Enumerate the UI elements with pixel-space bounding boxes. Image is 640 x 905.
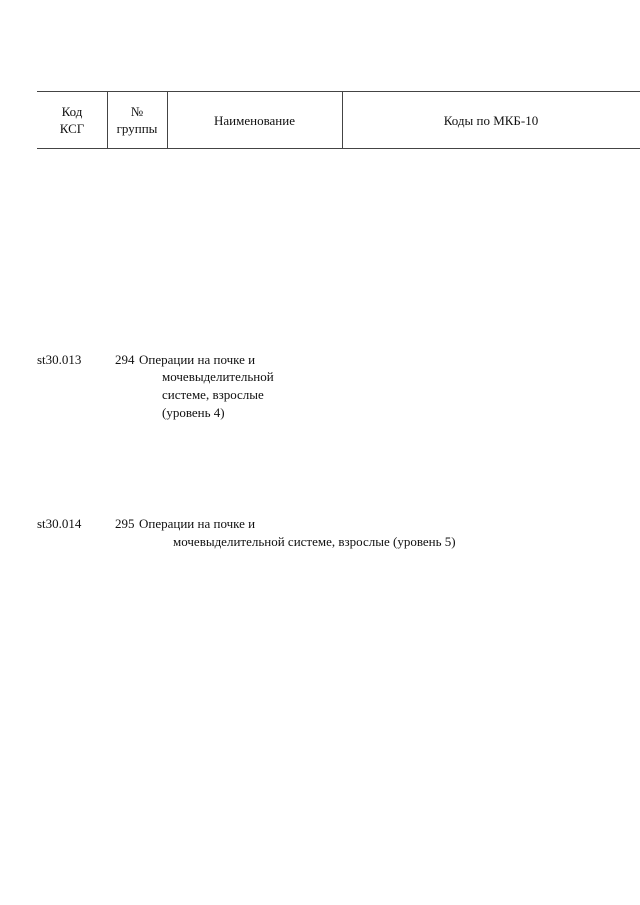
header-group-number [107,103,167,137]
row-1-name-line-4: (уровень 4) [162,405,225,420]
row-1-name-line-2: мочевыделительной [162,369,274,384]
row-2-name-line-2: мочевыделительной системе, взрослые (уровень 5) [173,534,456,549]
row-1-name-line-3: системе, взрослые [162,387,264,402]
header-group-number-line1: № [130,104,144,119]
header-top-rule [37,91,640,92]
header-ksg-code [37,103,107,137]
header-group-number-line2: группы [116,121,158,136]
header-name: Наименование [214,113,295,128]
header-ksg-code-line2: КСГ [59,121,85,136]
header-bottom-rule [37,148,640,149]
header-icd-codes: Коды по МКБ-10 [443,113,539,128]
row-1-name-line-1: Операции на почке и [139,352,256,367]
row-2-group-number: 295 [115,516,135,531]
row-2-name-line-1: Операции на почке и [139,516,256,531]
row-1-ksg-code: st30.013 [37,352,82,367]
row-1-group-number: 294 [115,352,135,367]
header-ksg-code-line1: Код [61,104,83,119]
row-2-ksg-code: st30.014 [37,516,82,531]
